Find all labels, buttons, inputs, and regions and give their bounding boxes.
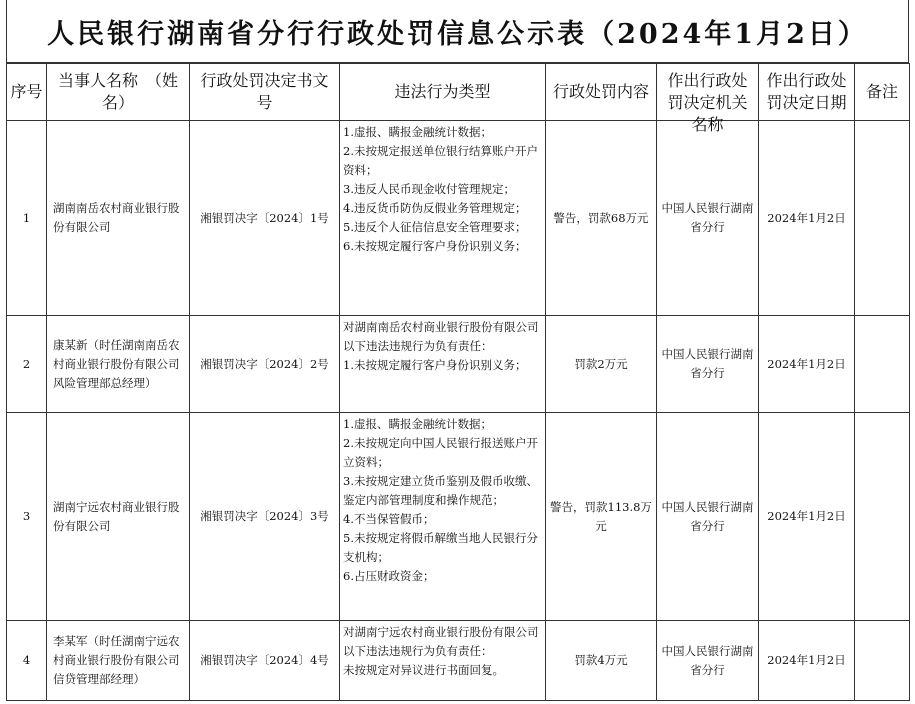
page-title: 人民银行湖南省分行行政处罚信息公示表（2024年1月2日） bbox=[47, 18, 868, 50]
violation-list bbox=[340, 413, 546, 621]
decision-doc-no: 湘银罚决字〔2024〕1号 bbox=[190, 121, 340, 316]
decision-doc-no: 湘银罚决字〔2024〕3号 bbox=[190, 413, 340, 621]
header-date: 作出行政处罚决定日期 bbox=[759, 64, 855, 121]
header-penalty: 行政处罚内容 bbox=[546, 64, 657, 121]
title-row bbox=[6, 0, 909, 63]
violation-item: 3.未按规定建立货币鉴别及假币收缴、鉴定内部管理制度和操作规范； bbox=[343, 474, 538, 507]
remark bbox=[855, 121, 910, 316]
violation-item: 1.虚报、瞒报金融统计数据； bbox=[343, 417, 492, 431]
violation-item: 2.未按规定报送单位银行结算账户开户资料； bbox=[343, 144, 538, 177]
remark bbox=[855, 316, 910, 413]
violation-item: 3.违反人民币现金收付管理规定； bbox=[343, 182, 515, 196]
row-no: 2 bbox=[7, 316, 47, 413]
violation-item: 1.虚报、瞒报金融统计数据； bbox=[343, 125, 492, 139]
decision-doc-no: 湘银罚决字〔2024〕2号 bbox=[190, 316, 340, 413]
violation-item: 1.未按规定履行客户身份识别义务； bbox=[343, 358, 527, 372]
party-name: 湖南南岳农村商业银行股份有限公司 bbox=[47, 121, 190, 316]
penalty-content: 警告，罚款68万元 bbox=[546, 121, 657, 316]
table-row bbox=[7, 316, 910, 413]
violation-item: 对湖南南岳农村商业银行股份有限公司以下违法违规行为负有责任： bbox=[343, 320, 539, 353]
decision-date: 2024年1月2日 bbox=[759, 621, 855, 701]
header-authority-text: 作出行政处罚决定机关名称 bbox=[667, 71, 748, 134]
remark bbox=[855, 413, 910, 621]
header-doc-no: 行政处罚决定书文号 bbox=[190, 64, 340, 121]
header-row bbox=[7, 64, 910, 121]
violation-item: 未按规定对异议进行书面回复。 bbox=[343, 663, 504, 677]
decision-date: 2024年1月2日 bbox=[759, 413, 855, 621]
penalty-table bbox=[6, 63, 910, 701]
party-name: 李某军（时任湖南宁远农村商业银行股份有限公司信贷管理部经理） bbox=[47, 621, 190, 701]
violation-item: 5.未按规定将假币解缴当地人民银行分支机构； bbox=[343, 531, 538, 564]
table-row bbox=[7, 413, 910, 621]
decision-doc-no: 湘银罚决字〔2024〕4号 bbox=[190, 621, 340, 701]
violation-item: 6.占压财政资金； bbox=[343, 569, 435, 583]
violation-item: 2.未按规定向中国人民银行报送账户开立资料； bbox=[343, 436, 538, 469]
deciding-authority: 中国人民银行湖南省分行 bbox=[657, 316, 759, 413]
row-no: 1 bbox=[7, 121, 47, 316]
header-party: 当事人名称 （姓名） bbox=[47, 64, 190, 121]
table-row bbox=[7, 121, 910, 316]
row-no: 3 bbox=[7, 413, 47, 621]
violation-item: 4.违反货币防伪反假业务管理规定； bbox=[343, 201, 527, 215]
violation-list bbox=[340, 121, 546, 316]
deciding-authority: 中国人民银行湖南省分行 bbox=[657, 413, 759, 621]
party-name: 湖南宁远农村商业银行股份有限公司 bbox=[47, 413, 190, 621]
table-row bbox=[7, 621, 910, 701]
deciding-authority: 中国人民银行湖南省分行 bbox=[657, 621, 759, 701]
penalty-content: 罚款4万元 bbox=[546, 621, 657, 701]
header-violation: 违法行为类型 bbox=[340, 64, 546, 121]
penalty-content: 警告，罚款113.8万元 bbox=[546, 413, 657, 621]
deciding-authority: 中国人民银行湖南省分行 bbox=[657, 121, 759, 316]
header-remark: 备注 bbox=[855, 64, 910, 121]
party-name: 康某新（时任湖南南岳农村商业银行股份有限公司风险管理部总经理） bbox=[47, 316, 190, 413]
violation-item: 对湖南宁远农村商业银行股份有限公司以下违法违规行为负有责任： bbox=[343, 625, 539, 658]
header-authority bbox=[657, 64, 759, 134]
header-no: 序号 bbox=[7, 64, 47, 121]
violation-item: 5.违反个人征信信息安全管理要求； bbox=[343, 220, 527, 234]
penalty-content: 罚款2万元 bbox=[546, 316, 657, 413]
row-no: 4 bbox=[7, 621, 47, 701]
remark bbox=[855, 621, 910, 701]
violation-item: 6.未按规定履行客户身份识别义务； bbox=[343, 239, 527, 253]
violation-item: 4.不当保管假币； bbox=[343, 512, 435, 526]
decision-date: 2024年1月2日 bbox=[759, 121, 855, 316]
violation-list bbox=[340, 316, 546, 413]
decision-date: 2024年1月2日 bbox=[759, 316, 855, 413]
violation-list bbox=[340, 621, 546, 701]
